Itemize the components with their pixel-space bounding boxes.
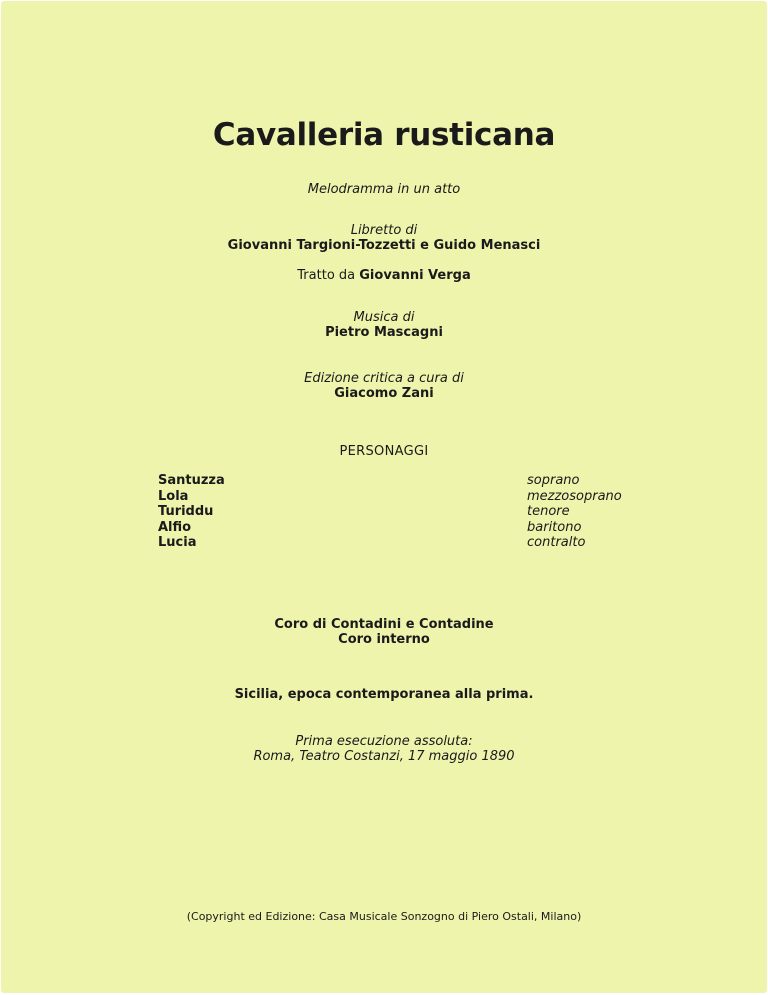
role-voice: contralto: [527, 535, 586, 550]
role-voice: mezzosoprano: [527, 488, 622, 504]
roles-list: [158, 473, 622, 551]
librettists: Giovanni Targioni-Tozzetti e Guido Menasci: [227, 238, 541, 253]
setting: Sicilia, epoca contemporanea alla prima.: [234, 687, 534, 702]
music-label: Musica di: [353, 310, 415, 325]
edition-label: Edizione critica a cura di: [304, 371, 464, 386]
role-voice: tenore: [527, 504, 570, 519]
premiere-details: Roma, Teatro Costanzi, 17 maggio 1890: [253, 749, 515, 764]
role-name: Lucia: [158, 535, 197, 550]
role-voice: soprano: [527, 473, 580, 488]
chorus-line-1: Coro di Contadini e Contadine: [274, 617, 494, 632]
role-row: [158, 504, 618, 520]
role-name: Santuzza: [158, 473, 225, 488]
role-name: Lola: [158, 488, 189, 504]
role-row: [158, 488, 622, 505]
libretto-label: Libretto di: [350, 223, 418, 238]
opera-title: Cavalleria rusticana: [212, 117, 556, 153]
opera-subtitle: Melodramma in un atto: [307, 182, 461, 197]
source-line: [1, 268, 767, 283]
source-prefix: Tratto da: [297, 268, 356, 283]
source-author: Giovanni Verga: [359, 268, 471, 283]
role-row: [158, 535, 618, 551]
role-row: [158, 473, 618, 489]
copyright-notice: (Copyright ed Edizione: Casa Musicale Sonzogno di Piero Ostali, Milano): [186, 910, 582, 923]
role-row: [158, 520, 618, 536]
premiere-label: Prima esecuzione assoluta:: [295, 734, 473, 749]
role-name: Alfio: [158, 519, 192, 535]
editor: Giacomo Zani: [334, 386, 434, 401]
role-voice: baritono: [527, 519, 582, 535]
composer: Pietro Mascagni: [325, 325, 443, 340]
role-name: Turiddu: [158, 504, 214, 519]
title-page: [1, 1, 767, 993]
chorus-line-2: Coro interno: [338, 632, 430, 647]
personaggi-heading: PERSONAGGI: [339, 444, 429, 459]
